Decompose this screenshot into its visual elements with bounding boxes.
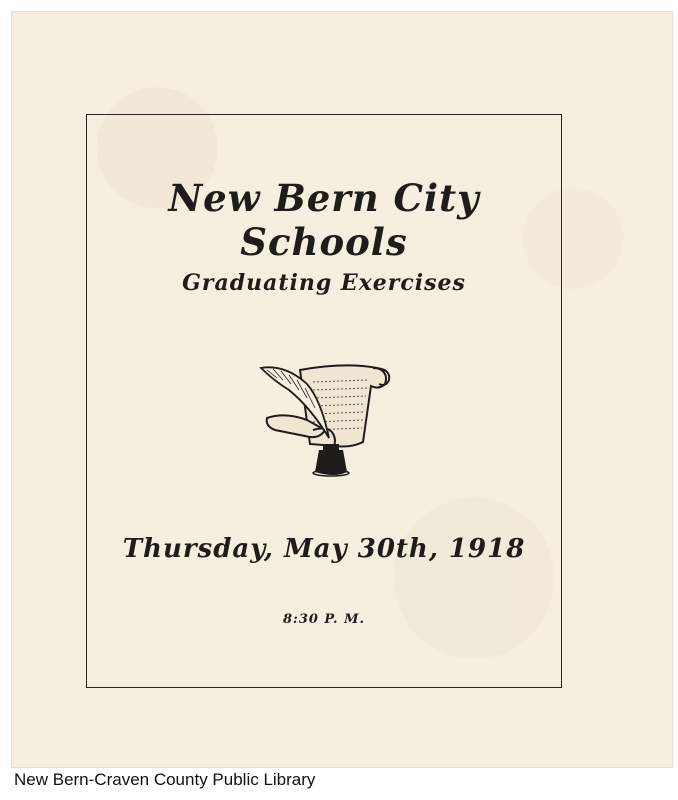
event-time: 8:30 P. M.: [282, 612, 366, 627]
event-date: Thursday, May 30th, 1918: [122, 534, 526, 564]
school-title: New Bern City Schools: [168, 176, 480, 264]
library-credit: New Bern-Craven County Public Library: [14, 770, 316, 789]
quill-scroll-inkwell-icon: [255, 360, 400, 482]
event-subtitle: Graduating Exercises: [182, 270, 466, 296]
